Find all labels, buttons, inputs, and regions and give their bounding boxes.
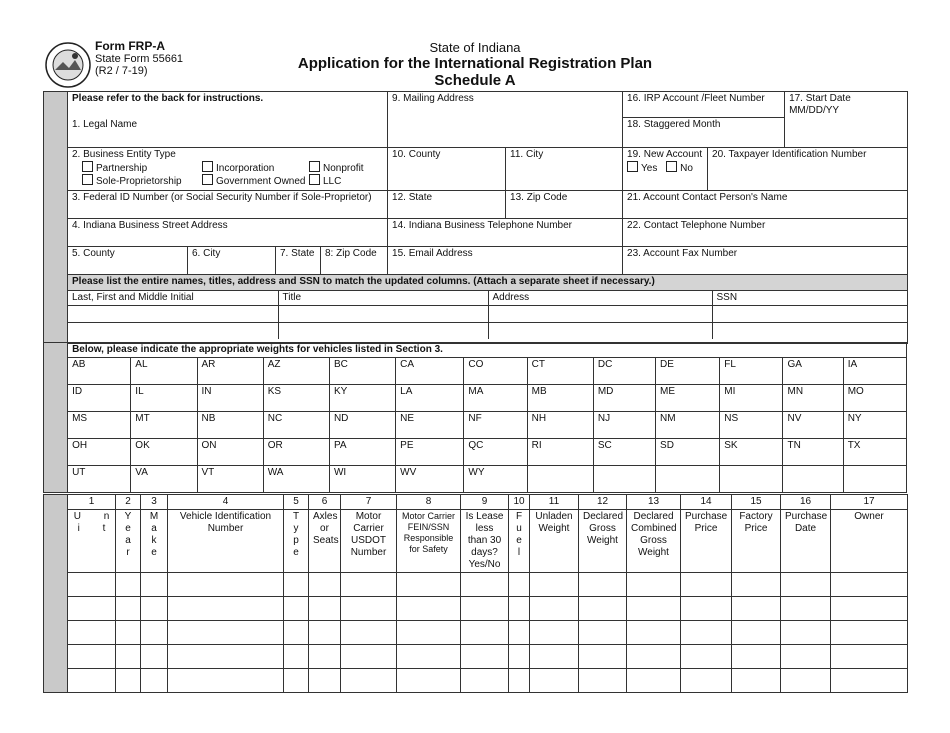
section-2-label (44, 343, 68, 493)
jurisdiction-cell[interactable]: NB (197, 412, 263, 439)
yes-checkbox-icon[interactable] (627, 161, 638, 172)
declared-gross-header: Declared Gross Weight (579, 510, 627, 573)
vehicle-cell[interactable] (530, 645, 579, 669)
officer-cell[interactable] (68, 322, 278, 339)
jurisdiction-cell[interactable]: WY (464, 466, 527, 493)
jurisdiction-cell[interactable]: RI (527, 439, 593, 466)
staggered-month-field[interactable]: 18. Staggered Month (623, 118, 785, 148)
col-number: 5 (284, 495, 309, 510)
purchase-price-header: Purchase Price (681, 510, 732, 573)
vehicle-cell[interactable] (397, 621, 461, 645)
vehicle-cell[interactable] (461, 597, 509, 621)
mailing-address-field[interactable]: 9. Mailing Address (388, 92, 623, 148)
jurisdiction-cell[interactable]: PA (329, 439, 395, 466)
jurisdiction-cell[interactable]: VA (131, 466, 197, 493)
year-header: Y e a r (116, 510, 141, 573)
jurisdiction-cell[interactable]: QC (464, 439, 527, 466)
col-number: 6 (309, 495, 341, 510)
checkbox-icon[interactable] (82, 174, 93, 185)
state-field[interactable]: 7. State (276, 247, 321, 275)
jurisdiction-cell[interactable]: AL (131, 358, 197, 385)
irp-account-field[interactable]: 16. IRP Account /Fleet Number (623, 92, 785, 118)
jurisdiction-cell[interactable]: CT (527, 358, 593, 385)
vehicle-cell[interactable] (68, 621, 116, 645)
llc-option[interactable]: LLC (309, 174, 341, 188)
new-account-field[interactable]: 19. New Account Yes No (623, 148, 708, 191)
vehicle-cell[interactable] (781, 621, 831, 645)
jurisdiction-cell[interactable]: WA (263, 466, 329, 493)
vehicle-cell[interactable] (579, 573, 627, 597)
vehicle-cell[interactable] (168, 573, 284, 597)
jurisdiction-cell[interactable]: NJ (593, 412, 655, 439)
government-owned-option[interactable]: Government Owned (202, 174, 306, 188)
unladen-header: Unladen Weight (530, 510, 579, 573)
vehicle-cell[interactable] (397, 597, 461, 621)
page-title: Application for the International Registration Plan (297, 55, 653, 72)
vehicle-cell[interactable] (68, 645, 116, 669)
jurisdiction-cell[interactable]: PE (396, 439, 464, 466)
vehicle-cell[interactable] (309, 645, 341, 669)
jurisdiction-cell[interactable]: NY (843, 412, 906, 439)
jurisdiction-cell[interactable]: SC (593, 439, 655, 466)
col-number: 12 (579, 495, 627, 510)
jurisdiction-cell[interactable] (720, 466, 783, 493)
vehicle-cell[interactable] (284, 645, 309, 669)
vehicle-cell[interactable] (168, 669, 284, 693)
vehicle-cell[interactable] (579, 669, 627, 693)
vehicle-cell[interactable] (309, 573, 341, 597)
section-2-table (43, 342, 907, 493)
jurisdiction-cell[interactable]: MN (783, 385, 843, 412)
vehicle-cell[interactable] (509, 645, 530, 669)
legal-name-field[interactable]: 1. Legal Name (68, 118, 388, 148)
officer-cell[interactable] (488, 305, 712, 322)
factory-price-header: Factory Price (732, 510, 781, 573)
vehicle-cell[interactable] (681, 645, 732, 669)
vehicle-cell[interactable] (168, 597, 284, 621)
vehicle-cell[interactable] (627, 573, 681, 597)
contact-name-field[interactable]: 21. Account Contact Person's Name (623, 191, 908, 219)
vehicle-cell[interactable] (68, 669, 116, 693)
checkbox-icon[interactable] (202, 161, 213, 172)
jurisdiction-cell[interactable]: GA (783, 358, 843, 385)
table-row (44, 621, 908, 645)
jurisdiction-cell[interactable]: VT (197, 466, 263, 493)
checkbox-icon[interactable] (82, 161, 93, 172)
vehicle-cell[interactable] (141, 669, 168, 693)
vehicle-cell[interactable] (116, 669, 141, 693)
form-title-block (250, 40, 700, 89)
vehicle-cell[interactable] (116, 645, 141, 669)
section-3-table (43, 494, 908, 693)
email-field[interactable]: 15. Email Address (388, 247, 623, 275)
declared-combined-header: Declared Combined Gross Weight (627, 510, 681, 573)
no-checkbox-icon[interactable] (666, 161, 677, 172)
jurisdiction-cell[interactable]: NS (720, 412, 783, 439)
usdot-header: Motor Carrier USDOT Number (341, 510, 397, 573)
officers-table (68, 275, 907, 339)
vehicle-cell[interactable] (509, 621, 530, 645)
vehicle-cell[interactable] (509, 573, 530, 597)
zip-2-field[interactable]: 13. Zip Code (506, 191, 623, 219)
col-number: 7 (341, 495, 397, 510)
vehicle-cell[interactable] (116, 573, 141, 597)
vehicle-cell[interactable] (732, 645, 781, 669)
officers-block (68, 275, 908, 344)
federal-id-field[interactable]: 3. Federal ID Number (or Social Security Number if Sole-Proprietor) (68, 191, 388, 219)
start-date-field[interactable]: 17. Start Date MM/DD/YY (785, 92, 908, 148)
vehicle-cell[interactable] (284, 573, 309, 597)
vehicle-cell[interactable] (579, 645, 627, 669)
vehicle-cell[interactable] (831, 645, 908, 669)
vehicle-cell[interactable] (341, 573, 397, 597)
col-address-header: Address (488, 290, 712, 305)
county-2-field[interactable]: 10. County (388, 148, 506, 191)
vehicle-cell[interactable] (781, 645, 831, 669)
vehicle-cell[interactable] (681, 573, 732, 597)
contact-phone-field[interactable]: 22. Contact Telephone Number (623, 219, 908, 247)
vehicle-cell[interactable] (831, 621, 908, 645)
vehicle-cell[interactable] (681, 669, 732, 693)
vehicle-cell[interactable] (68, 573, 116, 597)
jurisdiction-cell[interactable]: WV (396, 466, 464, 493)
vehicle-cell[interactable] (461, 621, 509, 645)
vehicle-cell[interactable] (141, 573, 168, 597)
vehicle-cell[interactable] (732, 669, 781, 693)
jurisdiction-cell[interactable]: BC (329, 358, 395, 385)
vehicle-cell[interactable] (309, 621, 341, 645)
vehicle-cell[interactable] (341, 621, 397, 645)
checkbox-icon[interactable] (309, 161, 320, 172)
vehicle-cell[interactable] (627, 669, 681, 693)
officer-cell[interactable] (712, 322, 907, 339)
lease-header: Is Lease less than 30 days? Yes/No (461, 510, 509, 573)
vehicle-cell[interactable] (397, 645, 461, 669)
vehicle-cell[interactable] (627, 621, 681, 645)
jurisdiction-cell[interactable]: NE (396, 412, 464, 439)
officer-cell[interactable] (278, 305, 488, 322)
vehicle-cell[interactable] (309, 669, 341, 693)
vehicle-cell[interactable] (627, 597, 681, 621)
vehicle-cell[interactable] (732, 597, 781, 621)
tin-field[interactable]: 20. Taxpayer Identification Number (708, 148, 908, 191)
county-field[interactable]: 5. County (68, 247, 188, 275)
jurisdiction-cell[interactable]: IA (843, 358, 906, 385)
col-number: 8 (397, 495, 461, 510)
vehicle-cell[interactable] (461, 573, 509, 597)
vehicle-cell[interactable] (530, 621, 579, 645)
jurisdiction-cell[interactable]: MD (593, 385, 655, 412)
fax-field[interactable]: 23. Account Fax Number (623, 247, 908, 275)
weights-note: Below, please indicate the appropriate weights for vehicles listed in Section 3. (68, 343, 907, 358)
table-row (44, 597, 908, 621)
vehicle-cell[interactable] (530, 669, 579, 693)
vehicle-cell[interactable] (461, 645, 509, 669)
vehicle-cell[interactable] (509, 669, 530, 693)
vehicle-cell[interactable] (168, 621, 284, 645)
unit-header: U n i t (68, 510, 116, 573)
fein-header: Motor Carrier FEIN/SSN Responsible for Safety (397, 510, 461, 573)
vehicle-cell[interactable] (781, 597, 831, 621)
business-phone-field[interactable]: 14. Indiana Business Telephone Number (388, 219, 623, 247)
vehicle-cell[interactable] (284, 621, 309, 645)
vehicle-cell[interactable] (732, 621, 781, 645)
vehicle-cell[interactable] (530, 573, 579, 597)
jurisdiction-cell[interactable]: DE (656, 358, 720, 385)
col-number: 4 (168, 495, 284, 510)
vehicle-cell[interactable] (831, 669, 908, 693)
jurisdiction-cell[interactable]: SK (720, 439, 783, 466)
checkbox-icon[interactable] (309, 174, 320, 185)
vehicle-cell[interactable] (530, 597, 579, 621)
jurisdiction-cell[interactable]: AB (68, 358, 131, 385)
table-row (44, 669, 908, 693)
vehicle-cell[interactable] (284, 669, 309, 693)
jurisdiction-cell[interactable]: UT (68, 466, 131, 493)
vehicle-cell[interactable] (831, 597, 908, 621)
vehicle-cell[interactable] (168, 645, 284, 669)
section-1-table (43, 91, 908, 344)
jurisdiction-cell[interactable]: ID (68, 385, 131, 412)
col-number: 15 (732, 495, 781, 510)
vin-header: Vehicle Identification Number (168, 510, 284, 573)
jurisdiction-cell[interactable]: MO (843, 385, 906, 412)
section-1-label (44, 92, 68, 344)
vehicle-cell[interactable] (461, 669, 509, 693)
jurisdiction-cell[interactable]: OH (68, 439, 131, 466)
col-number: 17 (831, 495, 908, 510)
jurisdiction-cell[interactable]: DC (593, 358, 655, 385)
vehicle-cell[interactable] (116, 621, 141, 645)
vehicle-cell[interactable] (781, 669, 831, 693)
vehicle-cell[interactable] (579, 621, 627, 645)
vehicle-cell[interactable] (681, 597, 732, 621)
vehicle-cell[interactable] (509, 597, 530, 621)
vehicle-cell[interactable] (831, 573, 908, 597)
axles-header: Axles or Seats (309, 510, 341, 573)
col-ssn-header: SSN (712, 290, 907, 305)
col-number: 3 (141, 495, 168, 510)
street-address-field[interactable]: 4. Indiana Business Street Address (68, 219, 388, 247)
vehicle-cell[interactable] (68, 597, 116, 621)
col-number: 13 (627, 495, 681, 510)
jurisdiction-cell[interactable]: MA (464, 385, 527, 412)
officer-cell[interactable] (712, 305, 907, 322)
jurisdiction-cell[interactable]: NM (656, 412, 720, 439)
officer-cell[interactable] (68, 305, 278, 322)
jurisdiction-cell[interactable] (593, 466, 655, 493)
jurisdiction-cell[interactable]: MT (131, 412, 197, 439)
jurisdiction-cell[interactable] (656, 466, 720, 493)
jurisdiction-cell[interactable]: LA (396, 385, 464, 412)
col-number: 1 (68, 495, 116, 510)
col-name-header: Last, First and Middle Initial (68, 290, 278, 305)
jurisdiction-cell[interactable]: TX (843, 439, 906, 466)
city-field[interactable]: 6. City (188, 247, 276, 275)
fuel-header: F u e l (509, 510, 530, 573)
jurisdiction-cell[interactable]: MI (720, 385, 783, 412)
vehicle-cell[interactable] (341, 645, 397, 669)
incorporation-option[interactable]: Incorporation (202, 161, 274, 175)
col-number: 9 (461, 495, 509, 510)
jurisdiction-cell[interactable]: TN (783, 439, 843, 466)
jurisdiction-cell[interactable] (527, 466, 593, 493)
vehicle-cell[interactable] (341, 597, 397, 621)
vehicle-cell[interactable] (141, 621, 168, 645)
owner-header: Owner (831, 510, 908, 573)
vehicle-cell[interactable] (309, 597, 341, 621)
vehicle-cell[interactable] (681, 621, 732, 645)
state-seal-logo (45, 42, 91, 88)
sole-proprietorship-option[interactable]: Sole-Proprietorship (82, 174, 182, 188)
instructions-text: Please refer to the back for instructions. (68, 92, 388, 118)
jurisdiction-cell[interactable]: NH (527, 412, 593, 439)
jurisdiction-cell[interactable]: OR (263, 439, 329, 466)
col-number: 2 (116, 495, 141, 510)
jurisdiction-cell[interactable]: IL (131, 385, 197, 412)
jurisdiction-cell[interactable] (843, 466, 906, 493)
nonprofit-option[interactable]: Nonprofit (309, 161, 364, 175)
jurisdiction-cell[interactable]: MS (68, 412, 131, 439)
col-number: 10 (509, 495, 530, 510)
jurisdiction-cell[interactable]: ND (329, 412, 395, 439)
jurisdiction-cell[interactable]: MB (527, 385, 593, 412)
jurisdiction-cell[interactable]: CA (396, 358, 464, 385)
jurisdiction-cell[interactable]: AR (197, 358, 263, 385)
jurisdiction-cell[interactable]: AZ (263, 358, 329, 385)
state-2-field[interactable]: 12. State (388, 191, 506, 219)
vehicle-cell[interactable] (116, 597, 141, 621)
jurisdiction-cell[interactable]: ON (197, 439, 263, 466)
vehicle-cell[interactable] (579, 597, 627, 621)
jurisdiction-cell[interactable]: NV (783, 412, 843, 439)
jurisdiction-cell[interactable]: NF (464, 412, 527, 439)
jurisdiction-cell[interactable]: IN (197, 385, 263, 412)
table-row (44, 645, 908, 669)
jurisdiction-cell[interactable]: KY (329, 385, 395, 412)
jurisdiction-cell[interactable]: ME (656, 385, 720, 412)
vehicle-cell[interactable] (341, 669, 397, 693)
section-3-label (44, 495, 68, 693)
schedule-title: Schedule A (434, 72, 516, 89)
col-number: 16 (781, 495, 831, 510)
jurisdiction-cell[interactable]: WI (329, 466, 395, 493)
jurisdiction-cell[interactable]: FL (720, 358, 783, 385)
officers-note: Please list the entire names, titles, address and SSN to match the updated columns. (Attach a separate sheet if necessary.) (68, 275, 907, 290)
vehicle-cell[interactable] (141, 597, 168, 621)
business-entity-field[interactable]: 2. Business Entity Type Partnership Incorporation Nonprofit Sole-Proprietorship Government Owned LLC (68, 148, 388, 191)
vehicle-cell[interactable] (781, 573, 831, 597)
jurisdiction-cell[interactable]: CO (464, 358, 527, 385)
table-row (44, 573, 908, 597)
make-header: M a k e (141, 510, 168, 573)
vehicle-cell[interactable] (141, 645, 168, 669)
col-number: 11 (530, 495, 579, 510)
col-title-header: Title (278, 290, 488, 305)
checkbox-icon[interactable] (202, 174, 213, 185)
jurisdiction-cell[interactable]: NC (263, 412, 329, 439)
form-identifier: Form FRP-A State Form 55661 (R2 / 7-19) (95, 39, 184, 77)
vehicle-cell[interactable] (397, 573, 461, 597)
vehicle-cell[interactable] (284, 597, 309, 621)
type-header: T y p e (284, 510, 309, 573)
jurisdiction-cell[interactable]: SD (656, 439, 720, 466)
vehicle-cell[interactable] (732, 573, 781, 597)
state-title: State of Indiana (429, 40, 521, 55)
vehicle-cell[interactable] (397, 669, 461, 693)
city-2-field[interactable]: 11. City (506, 148, 623, 191)
officer-cell[interactable] (278, 322, 488, 339)
jurisdiction-cell[interactable] (783, 466, 843, 493)
jurisdiction-cell[interactable]: OK (131, 439, 197, 466)
purchase-date-header: Purchase Date (781, 510, 831, 573)
col-number: 14 (681, 495, 732, 510)
zip-field[interactable]: 8: Zip Code (321, 247, 388, 275)
partnership-option[interactable]: Partnership (82, 161, 147, 175)
jurisdiction-cell[interactable]: KS (263, 385, 329, 412)
officer-cell[interactable] (488, 322, 712, 339)
vehicle-cell[interactable] (627, 645, 681, 669)
